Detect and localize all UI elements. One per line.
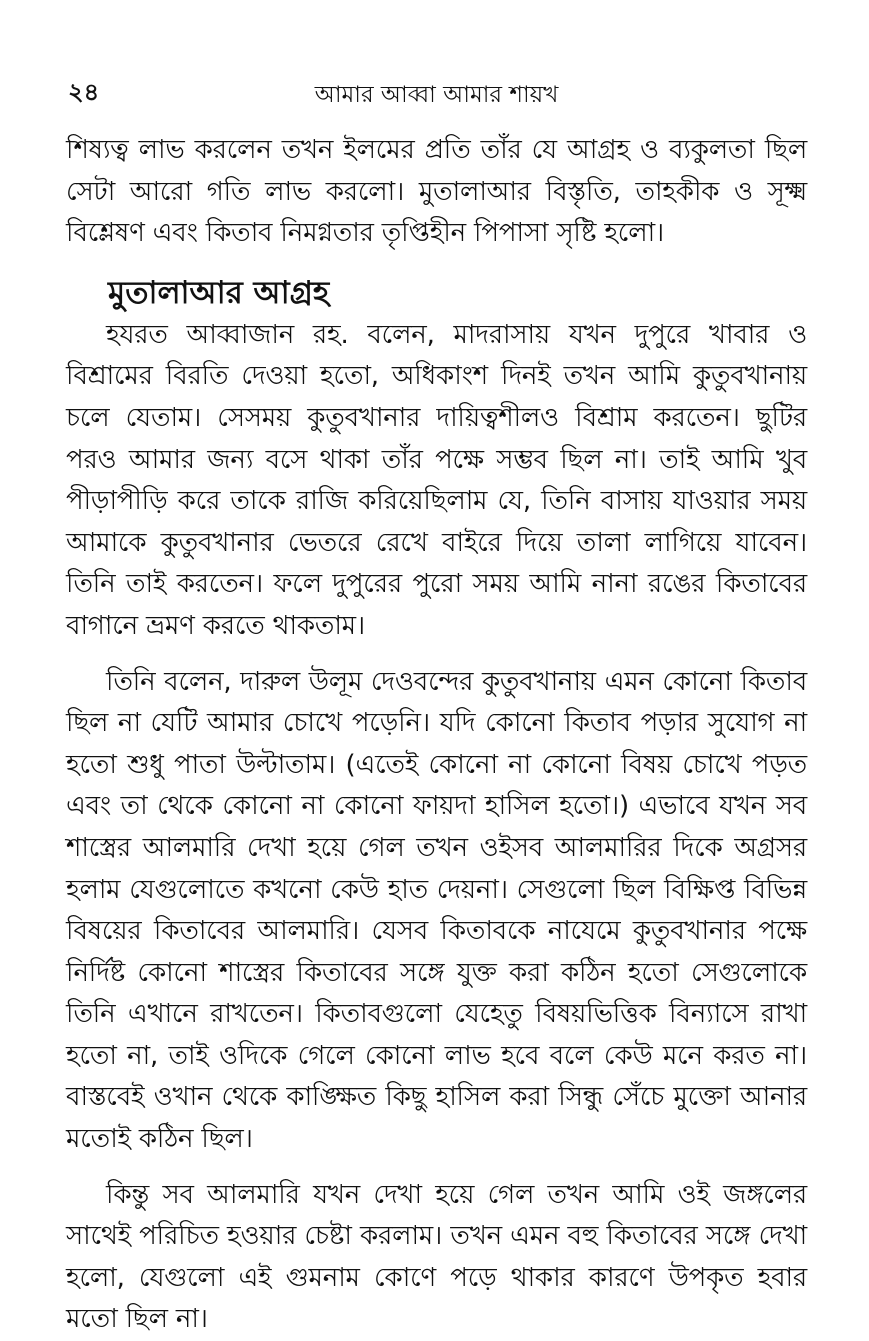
page-header bbox=[66, 74, 807, 114]
paragraph-continued: শিষ্যত্ব লাভ করলেন তখন ইলমের প্রতি তাঁর যে আগ্রহ ও ব্যকুলতা ছিল সেটা আরো গতি লাভ করলো। মুতালাআর বিস্তৃতি, তাহকীক ও সূক্ষ্ম বিশ্লেষণ এবং কিতাব নিমগ্নতার তৃপ্তিহীন পিপাসা সৃষ্টি হলো। bbox=[66, 135, 807, 249]
page-number: ২৪ bbox=[68, 78, 100, 106]
running-title: আমার আব্বা আমার শায়খ bbox=[314, 82, 559, 108]
section-heading: মুতালাআর আগ্রহ bbox=[108, 274, 330, 311]
paragraph: কিন্তু সব আলমারি যখন দেখা হয়ে গেল তখন আমি ওই জঙ্গলের সাথেই পরিচিত হওয়ার চেষ্টা করলাম। তখন এমন বহু কিতাবের সঙ্গে দেখা হলো, যেগুলো এই গুমনাম কোণে পড়ে থাকার কারণে উপকৃত হবার মতো ছিল না। bbox=[66, 1179, 807, 1335]
paragraph: হযরত আব্বাজান রহ. বলেন, মাদরাসায় যখন দুপুরে খাবার ও বিশ্রামের বিরতি দেওয়া হতো, অধিকাংশ দিনই তখন আমি কুতুবখানায় চলে যেতাম। সেসময় কুতুবখানার দায়িত্বশীলও বিশ্রাম করতেন। ছুটির পরও আমার জন্য বসে থাকা তাঁর পক্ষে সম্ভব ছিল না। তাই আমি খুব পীড়াপীড়ি করে তাকে রাজি করিয়েছিলাম যে, তিনি বাসায় যাওয়ার সময় আমাকে কুতুবখানার ভেতরে রেখে বাইরে দিয়ে তালা লাগিয়ে যাবেন। তিনি তাই করতেন। ফলে দুপুরের পুরো সময় আমি নানা রঙের কিতাবের বাগানে ভ্রমণ করতে থাকতাম। bbox=[66, 319, 807, 641]
paragraph: তিনি বলেন, দারুল উলূম দেওবন্দের কুতুবখানায় এমন কোনো কিতাব ছিল না যেটি আমার চোখে পড়েনি। যদি কোনো কিতাব পড়ার সুযোগ না হতো শুধু পাতা উল্টাতাম। (এতেই কোনো না কোনো বিষয় চোখে পড়ত এবং তা থেকে কোনো না কোনো ফায়দা হাসিল হতো।) এভাবে যখন সব শাস্ত্রের আলমারি দেখা হয়ে গেল তখন ওইসব আলমারির দিকে অগ্রসর হলাম যেগুলোতে কখনো কেউ হাত দেয়না। সেগুলো ছিল বিক্ষিপ্ত বিভিন্ন বিষয়ের কিতাবের আলমারি। যেসব কিতাবকে নাযেমে কুতুবখানার পক্ষে নির্দিষ্ট কোনো শাস্ত্রের কিতাবের সঙ্গে যুক্ত করা কঠিন হতো সেগুলোকে তিনি এখানে রাখতেন। কিতাবগুলো যেহেতু বিষয়ভিত্তিক বিন্যাসে রাখা হতো না, তাই ওদিকে গেলে কোনো লাভ হবে বলে কেউ মনে করত না। বাস্তবেই ওখান থেকে কাঙ্ক্ষিত কিছু হাসিল করা সিন্ধু সেঁচে মুক্তো আনার মতোই কঠিন ছিল। bbox=[66, 666, 807, 1155]
